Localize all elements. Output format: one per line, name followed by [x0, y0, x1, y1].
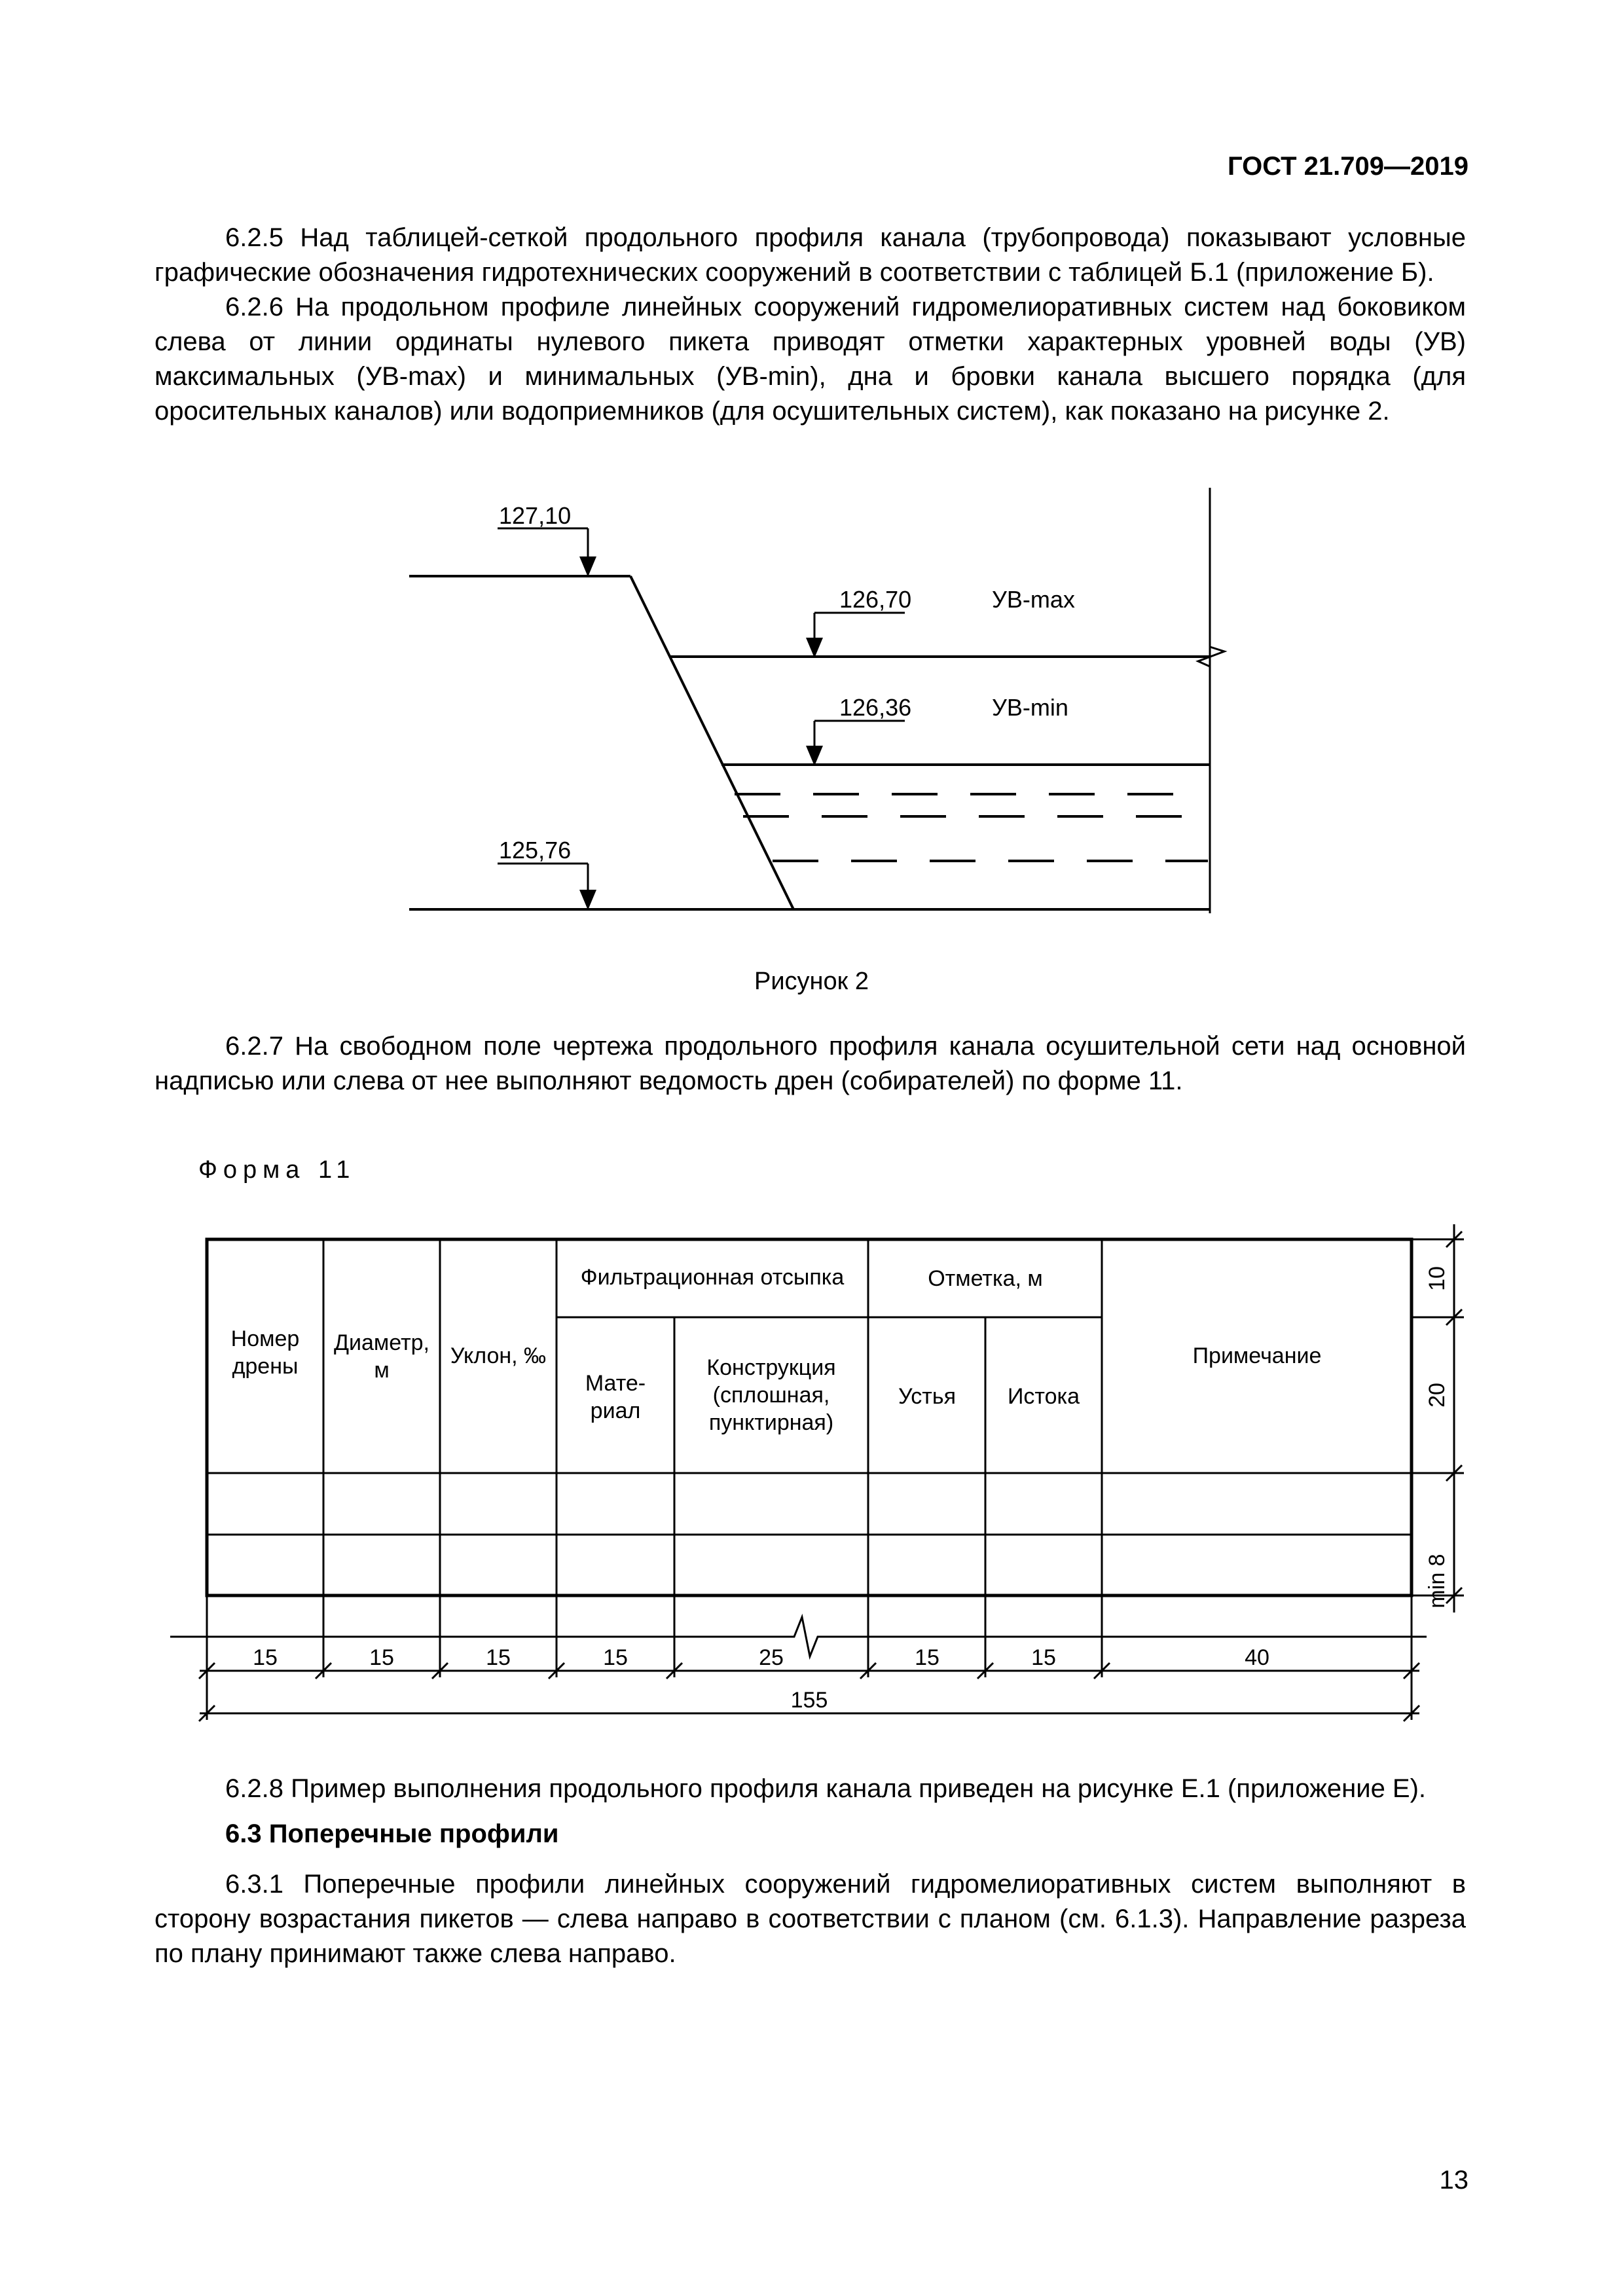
paragraph-6-2-6: 6.2.6 На продольном профиле линейных сооружений гидромелиоративных систем над боковиком слева от линии ординаты нулевого пикета приводят отметки характерных уровней воды (УВ) максимальных (УВ-max) и минимальных (УВ-min), дна и бровки канала высшего порядка (для оросительных каналов) или водоприемников (для осушительных систем), как показано на рисунке 2.: [155, 293, 1466, 426]
label-min-level: УВ-min: [992, 694, 1068, 721]
water-dash-lines: [735, 794, 1208, 861]
header-mouth: Устья: [898, 1384, 957, 1409]
header-source: Истока: [1007, 1384, 1080, 1409]
col-width-1: 15: [253, 1645, 278, 1670]
elevation-max-level: 126,70: [839, 586, 912, 613]
col-width-8: 40: [1245, 1645, 1269, 1670]
paragraph-6-2-8: 6.2.8 Пример выполнения продольного профиля канала приведен на рисунке Е.1 (приложение Е).: [225, 1774, 1427, 1803]
paragraph-6-3-1: 6.3.1 Поперечные профили линейных сооружений гидромелиоративных систем выполняют в сторону возрастания пикетов — слева направо в соответствии с планом (см. 6.1.3). Направление разреза по плану принимают также слева направо.: [155, 1870, 1466, 1968]
col-width-4: 15: [603, 1645, 628, 1670]
header-elevation-group: Отметка, м: [928, 1266, 1043, 1291]
col-width-7: 15: [1031, 1645, 1056, 1670]
elevation-top-bank: 127,10: [499, 502, 572, 529]
header-number-line1: Номер: [230, 1326, 300, 1351]
header-diameter-line2: м: [374, 1358, 390, 1383]
label-max-level: УВ-max: [992, 586, 1075, 613]
row-height-20: 20: [1425, 1383, 1450, 1408]
section-title-6-3: 6.3 Поперечные профили: [225, 1819, 559, 1848]
row-height-10: 10: [1425, 1266, 1450, 1291]
col-width-3: 15: [486, 1645, 511, 1670]
page-number: 13: [1439, 2166, 1468, 2195]
header-diameter-line1: Диаметр,: [333, 1330, 430, 1355]
canal-slope-line: [630, 576, 793, 909]
figure-2-canal-profile: [0, 458, 1623, 956]
paragraph-6-2-5: 6.2.5 Над таблицей-сеткой продольного профиля канала (трубопровода) показывают условные графические обозначения гидротехнических сооружений в соответствии с таблицей Б.1 (приложение Б).: [155, 223, 1466, 287]
form-11-table: [0, 1205, 1623, 1728]
header-filter-group: Фильтрационная отсыпка: [580, 1265, 845, 1290]
figure-2-caption: Рисунок 2: [754, 968, 869, 995]
elevation-min-level: 126,36: [839, 694, 912, 721]
header-number-line2: дрены: [232, 1354, 299, 1379]
col-width-2: 15: [369, 1645, 394, 1670]
elevation-bottom: 125,76: [499, 837, 572, 864]
header-construction-line1: Конструкция: [706, 1355, 836, 1380]
elevation-arrows: [579, 556, 823, 910]
header-construction-line3: пунктирная): [708, 1410, 834, 1435]
header-note: Примечание: [1192, 1343, 1322, 1368]
header-material-line2: риал: [590, 1398, 641, 1423]
form-11-label: Форма 11: [198, 1156, 356, 1184]
paragraph-6-2-7: 6.2.7 На свободном поле чертежа продольного профиля канала осушительной сети над основной надписью или слева от нее выполняют ведомость дрен (собирателей) по форме 11.: [155, 1032, 1466, 1095]
header-construction-line2: (сплошная,: [712, 1383, 830, 1408]
col-width-5: 25: [759, 1645, 784, 1670]
total-width: 155: [790, 1688, 828, 1713]
document-code: ГОСТ 21.709—2019: [1227, 152, 1468, 181]
row-height-min8: min 8: [1425, 1554, 1450, 1609]
header-material-line1: Мате-: [585, 1371, 646, 1396]
header-slope: Уклон, ‰: [450, 1343, 547, 1368]
col-width-6: 15: [915, 1645, 939, 1670]
